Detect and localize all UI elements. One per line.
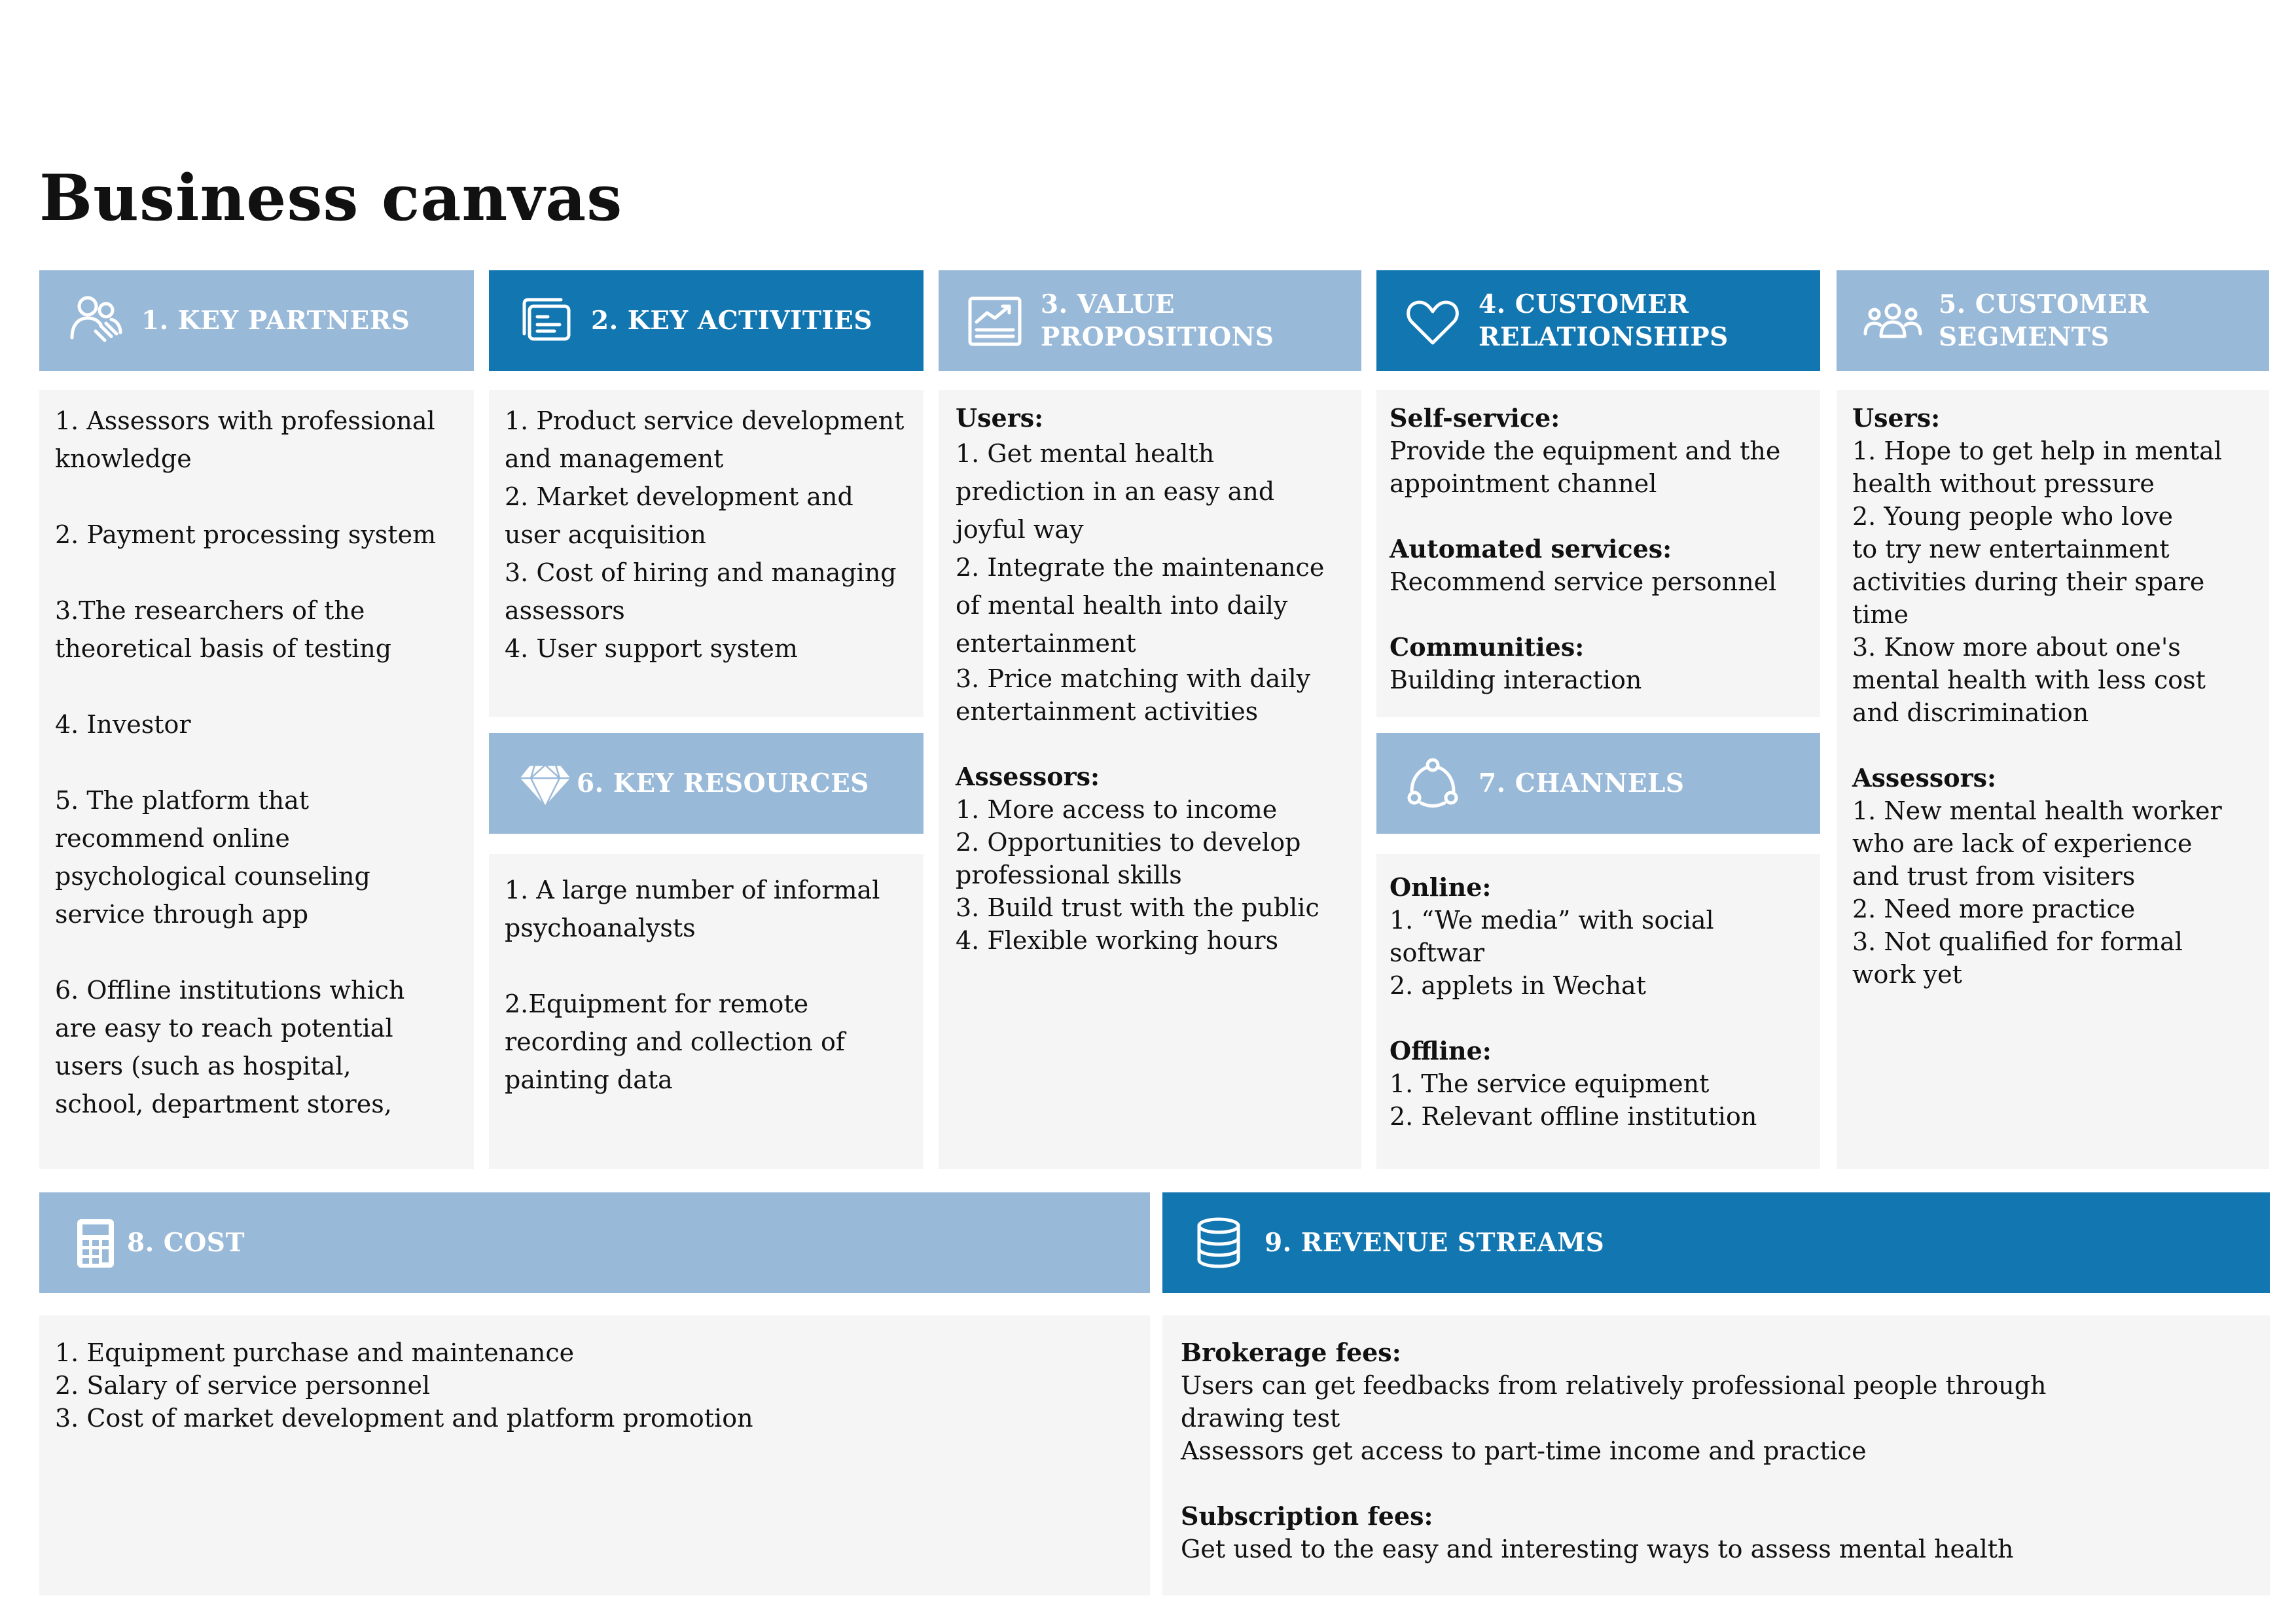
page-title: Business canvas: [39, 161, 623, 235]
value-assessors-items: 1. More access to income 2. Opportunities to develop professional skills 3. Build trust with the public 4. Flexible working hours: [956, 795, 1319, 955]
key-activities-header: [489, 270, 924, 371]
channels-title: 7. CHANNELS: [1479, 768, 1685, 798]
cost-panel: [39, 1315, 1150, 1596]
key-activities-panel: [489, 390, 924, 717]
value-users-items: 1. Get mental health prediction in an easy and joyful way 2. Integrate the maintenance of mental health into daily entertainment: [956, 439, 1325, 658]
segments-users-heading: Users:: [1852, 403, 1941, 433]
brokerage-fees-heading: Brokerage fees:: [1181, 1338, 1401, 1367]
key-resources-panel: [489, 854, 924, 1169]
cost-header: [39, 1192, 1150, 1293]
key-partners-item: 6. Offline institutions which are easy to reach potential users (such as hospital, school, department stores,: [55, 976, 405, 1118]
key-partners-title: 1. KEY PARTNERS: [141, 306, 410, 336]
segments-assessors-heading: Assessors:: [1852, 763, 1997, 793]
coin-stack-icon: [1189, 1213, 1249, 1273]
key-partners-item: 4. Investor: [55, 710, 191, 739]
subscription-fees-heading: Subscription fees:: [1181, 1501, 1433, 1531]
key-activities-text: 1. Product service development and management 2. Market development and user acquisition 3. Cost of hiring and managing assessors 4. User support system: [505, 406, 905, 663]
online-text: 1. “We media” with social softwar 2. applets in Wechat: [1390, 906, 1714, 1000]
segments-users-text: 1. Hope to get help in mental health without pressure 2. Young people who love to try new entertainment activities during their spare time 3. Know more about one's mental health with less cost and discrimination: [1852, 437, 2222, 727]
revenue-streams-title: 9. REVENUE STREAMS: [1265, 1228, 1605, 1258]
value-users-item-3: 3. Price matching with daily entertainment activities: [956, 664, 1311, 726]
diamond-icon: [515, 753, 561, 813]
calculator-icon: [65, 1213, 111, 1273]
online-heading: Online:: [1390, 872, 1492, 902]
assessors-heading: Assessors:: [956, 762, 1100, 791]
revenue-streams-panel: [1162, 1315, 2270, 1596]
key-partners-item: 3.The researchers of the theoretical basis of testing: [55, 596, 392, 663]
group-people-icon: [1863, 291, 1923, 351]
automated-services-heading: Automated services:: [1390, 534, 1672, 563]
key-partners-item: 5. The platform that recommend online psychological counseling service through app: [55, 786, 370, 929]
users-heading: Users:: [956, 403, 1044, 433]
key-resources-item: 2.Equipment for remote recording and collection of painting data: [505, 990, 845, 1094]
chart-board-icon: [965, 291, 1025, 351]
network-cycle-icon: [1403, 753, 1463, 813]
customer-segments-title: 5. CUSTOMER SEGMENTS: [1939, 289, 2149, 352]
key-partners-header: [39, 270, 474, 371]
channels-header: [1376, 733, 1820, 834]
customer-relationships-header: [1376, 270, 1820, 371]
heart-icon: [1403, 291, 1463, 351]
customer-relationships-title: 4. CUSTOMER RELATIONSHIPS: [1479, 289, 1729, 352]
cost-title: 8. COST: [127, 1228, 245, 1258]
key-resources-item: 1. A large number of informal psychoanalysts: [505, 876, 880, 942]
handshake-people-icon: [65, 291, 126, 351]
offline-text: 1. The service equipment 2. Relevant offline institution: [1390, 1069, 1757, 1131]
communities-text: Building interaction: [1390, 666, 1642, 694]
customer-relationships-panel: [1376, 390, 1820, 717]
key-resources-header: [489, 733, 924, 834]
segments-assessors-text: 1. New mental health worker who are lack of experience and trust from visiters 2. Need more practice 3. Not qualified for formal work yet: [1852, 796, 2222, 989]
customer-segments-panel: [1837, 390, 2269, 1169]
subscription-fees-text: Get used to the easy and interesting ways to assess mental health: [1181, 1535, 2014, 1563]
offline-heading: Offline:: [1390, 1036, 1492, 1065]
key-partners-item: 2. Payment processing system: [55, 520, 437, 549]
cards-icon: [515, 291, 575, 351]
self-service-text: Provide the equipment and the appointment channel: [1390, 437, 1781, 498]
automated-services-text: Recommend service personnel: [1390, 567, 1777, 596]
value-propositions-header: [939, 270, 1361, 371]
key-partners-panel: [39, 390, 474, 1169]
key-activities-title: 2. KEY ACTIVITIES: [591, 306, 873, 336]
self-service-heading: Self-service:: [1390, 403, 1560, 433]
value-propositions-title: 3. VALUE PROPOSITIONS: [1041, 289, 1274, 352]
key-partners-item: 1. Assessors with professional knowledge: [55, 406, 435, 473]
revenue-streams-header: [1162, 1192, 2270, 1293]
channels-panel: [1376, 854, 1820, 1169]
cost-text: 1. Equipment purchase and maintenance 2. Salary of service personnel 3. Cost of market development and platform promotion: [55, 1338, 753, 1433]
value-propositions-panel: [939, 390, 1361, 1169]
customer-segments-header: [1837, 270, 2269, 371]
brokerage-fees-text: Users can get feedbacks from relatively professional people through drawing test Assessors get access to part-time income and practice: [1181, 1371, 2047, 1465]
communities-heading: Communities:: [1390, 632, 1585, 662]
key-resources-title: 6. KEY RESOURCES: [577, 768, 869, 798]
